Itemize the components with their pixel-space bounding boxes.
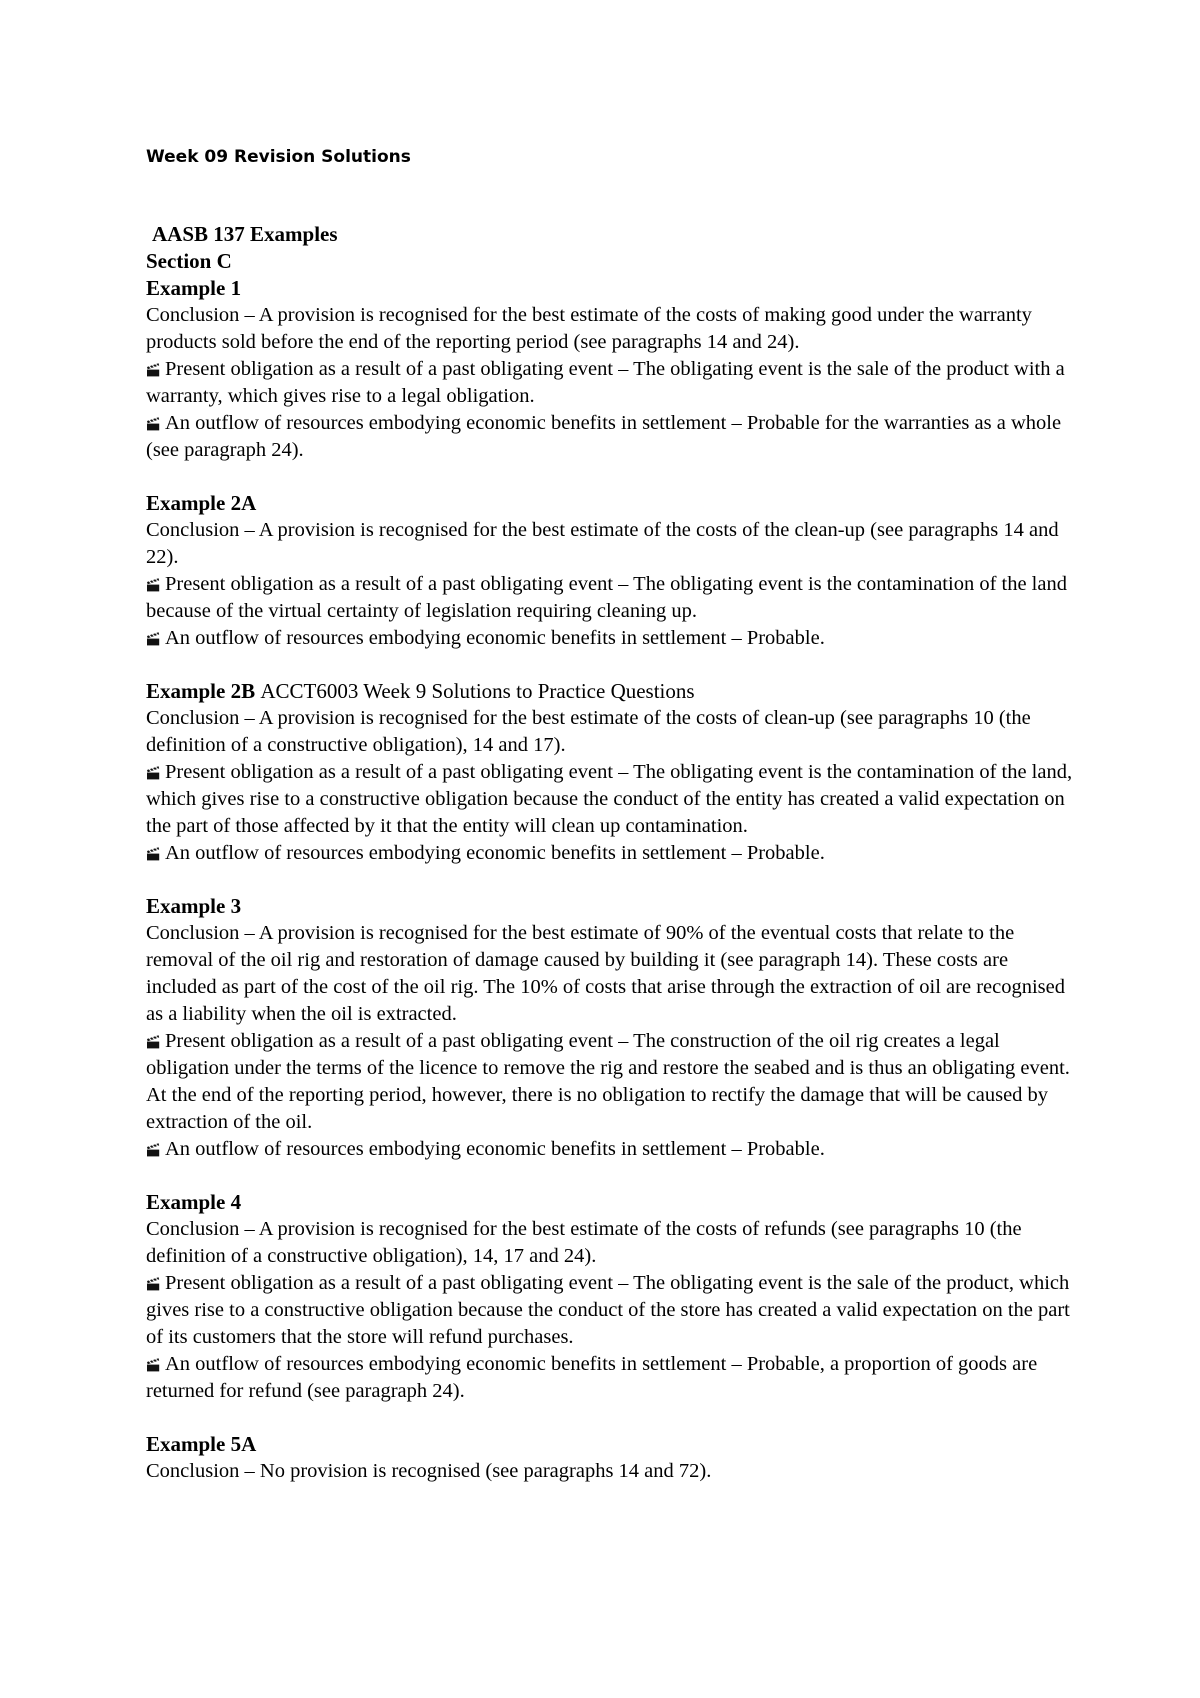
example-label: Example 3	[146, 894, 242, 918]
example-label: Example 4	[146, 1190, 242, 1214]
outflow-point	[146, 840, 1076, 867]
obligation-text: Present obligation as a result of a past obligating event – The construction of the oil rig creates a legal obligation under the terms of the licence to remove the rig and restore the seabed and is thus an obligating event. At the end of the reporting period, however, there is no obligation to rectify the damage that will be caused by extraction of the oil.	[146, 1030, 1070, 1133]
obligation-text: Present obligation as a result of a past obligating event – The obligating event is the contamination of the land, which gives rise to a constructive obligation because the conduct of the entity has created a valid expectation on the part of those affected by it that the entity will clean up contamination.	[146, 761, 1073, 837]
outflow-text: An outflow of resources embodying economic benefits in settlement – Probable, a proportion of goods are returned for refund (see paragraph 24).	[146, 1353, 1038, 1402]
outflow-text: An outflow of resources embodying economic benefits in settlement – Probable.	[165, 1138, 825, 1160]
obligation-point	[146, 571, 1076, 625]
example-label: Example 2B	[146, 679, 256, 703]
example-spacer	[146, 867, 1076, 893]
clapperboard-icon	[146, 764, 160, 780]
clapperboard-icon	[146, 361, 160, 377]
outflow-text: An outflow of resources embodying economic benefits in settlement – Probable for the warranties as a whole (see paragraph 24).	[146, 412, 1062, 461]
obligation-point	[146, 1270, 1076, 1351]
example-block	[146, 652, 1076, 867]
example-block	[146, 275, 1076, 464]
outflow-point	[146, 1136, 1076, 1163]
obligation-point	[146, 1028, 1076, 1136]
conclusion-text: Conclusion – A provision is recognised for the best estimate of the costs of refunds (see paragraphs 10 (the definition of a constructive obligation), 14, 17 and 24).	[146, 1218, 1022, 1267]
example-heading	[146, 678, 1076, 705]
example-block	[146, 1163, 1076, 1405]
outflow-point	[146, 410, 1076, 464]
clapperboard-icon	[146, 576, 160, 592]
example-heading	[146, 893, 1076, 920]
outflow-point	[146, 625, 1076, 652]
obligation-point	[146, 759, 1076, 840]
clapperboard-icon	[146, 1033, 160, 1049]
conclusion-text: Conclusion – A provision is recognised for the best estimate of the costs of clean-up (see paragraphs 10 (the definition of a constructive obligation), 14 and 17).	[146, 707, 1031, 756]
example-heading	[146, 275, 1076, 302]
example-label: Example 1	[146, 276, 242, 300]
outflow-text: An outflow of resources embodying economic benefits in settlement – Probable.	[165, 627, 825, 649]
obligation-text: Present obligation as a result of a past obligating event – The obligating event is the contamination of the land because of the virtual certainty of legislation requiring cleaning up.	[146, 573, 1067, 622]
section-heading: Section C	[146, 249, 232, 273]
document-body	[146, 221, 1076, 1485]
example-heading-note: ACCT6003 Week 9 Solutions to Practice Questions	[260, 679, 695, 703]
clapperboard-icon	[146, 1356, 160, 1372]
clapperboard-icon	[146, 630, 160, 646]
example-spacer	[146, 1405, 1076, 1431]
example-label: Example 5A	[146, 1432, 257, 1456]
example-spacer	[146, 652, 1076, 678]
obligation-point	[146, 356, 1076, 410]
example-heading	[146, 1431, 1076, 1458]
clapperboard-icon	[146, 1141, 160, 1157]
example-block	[146, 1405, 1076, 1485]
example-spacer	[146, 464, 1076, 490]
obligation-text: Present obligation as a result of a past obligating event – The obligating event is the sale of the product with a warranty, which gives rise to a legal obligation.	[146, 358, 1065, 407]
example-block	[146, 867, 1076, 1163]
conclusion-text: Conclusion – A provision is recognised for the best estimate of the costs of making good under the warranty products sold before the end of the reporting period (see paragraphs 14 and 24).	[146, 304, 1032, 353]
conclusion-text: Conclusion – No provision is recognised (see paragraphs 14 and 72).	[146, 1460, 712, 1482]
clapperboard-icon	[146, 415, 160, 431]
example-spacer	[146, 1163, 1076, 1189]
main-heading: AASB 137 Examples	[152, 222, 338, 246]
clapperboard-icon	[146, 1275, 160, 1291]
document-title: Week 09 Revision Solutions	[146, 147, 411, 167]
obligation-text: Present obligation as a result of a past obligating event – The obligating event is the sale of the product, which gives rise to a constructive obligation because the conduct of the store has created a valid expectation on the part of its customers that the store will refund purchases.	[146, 1272, 1070, 1348]
clapperboard-icon	[146, 845, 160, 861]
conclusion-text: Conclusion – A provision is recognised for the best estimate of 90% of the eventual costs that relate to the removal of the oil rig and restoration of damage caused by building it (see paragraph 14). These costs are included as part of the cost of the oil rig. The 10% of costs that arise through the extraction of oil are recognised as a liability when the oil is extracted.	[146, 922, 1065, 1025]
conclusion-text: Conclusion – A provision is recognised for the best estimate of the costs of the clean-up (see paragraphs 14 and 22).	[146, 519, 1059, 568]
examples-list	[146, 275, 1076, 1485]
example-block	[146, 464, 1076, 652]
example-label: Example 2A	[146, 491, 257, 515]
example-heading	[146, 490, 1076, 517]
example-heading	[146, 1189, 1076, 1216]
outflow-point	[146, 1351, 1076, 1405]
outflow-text: An outflow of resources embodying economic benefits in settlement – Probable.	[165, 842, 825, 864]
